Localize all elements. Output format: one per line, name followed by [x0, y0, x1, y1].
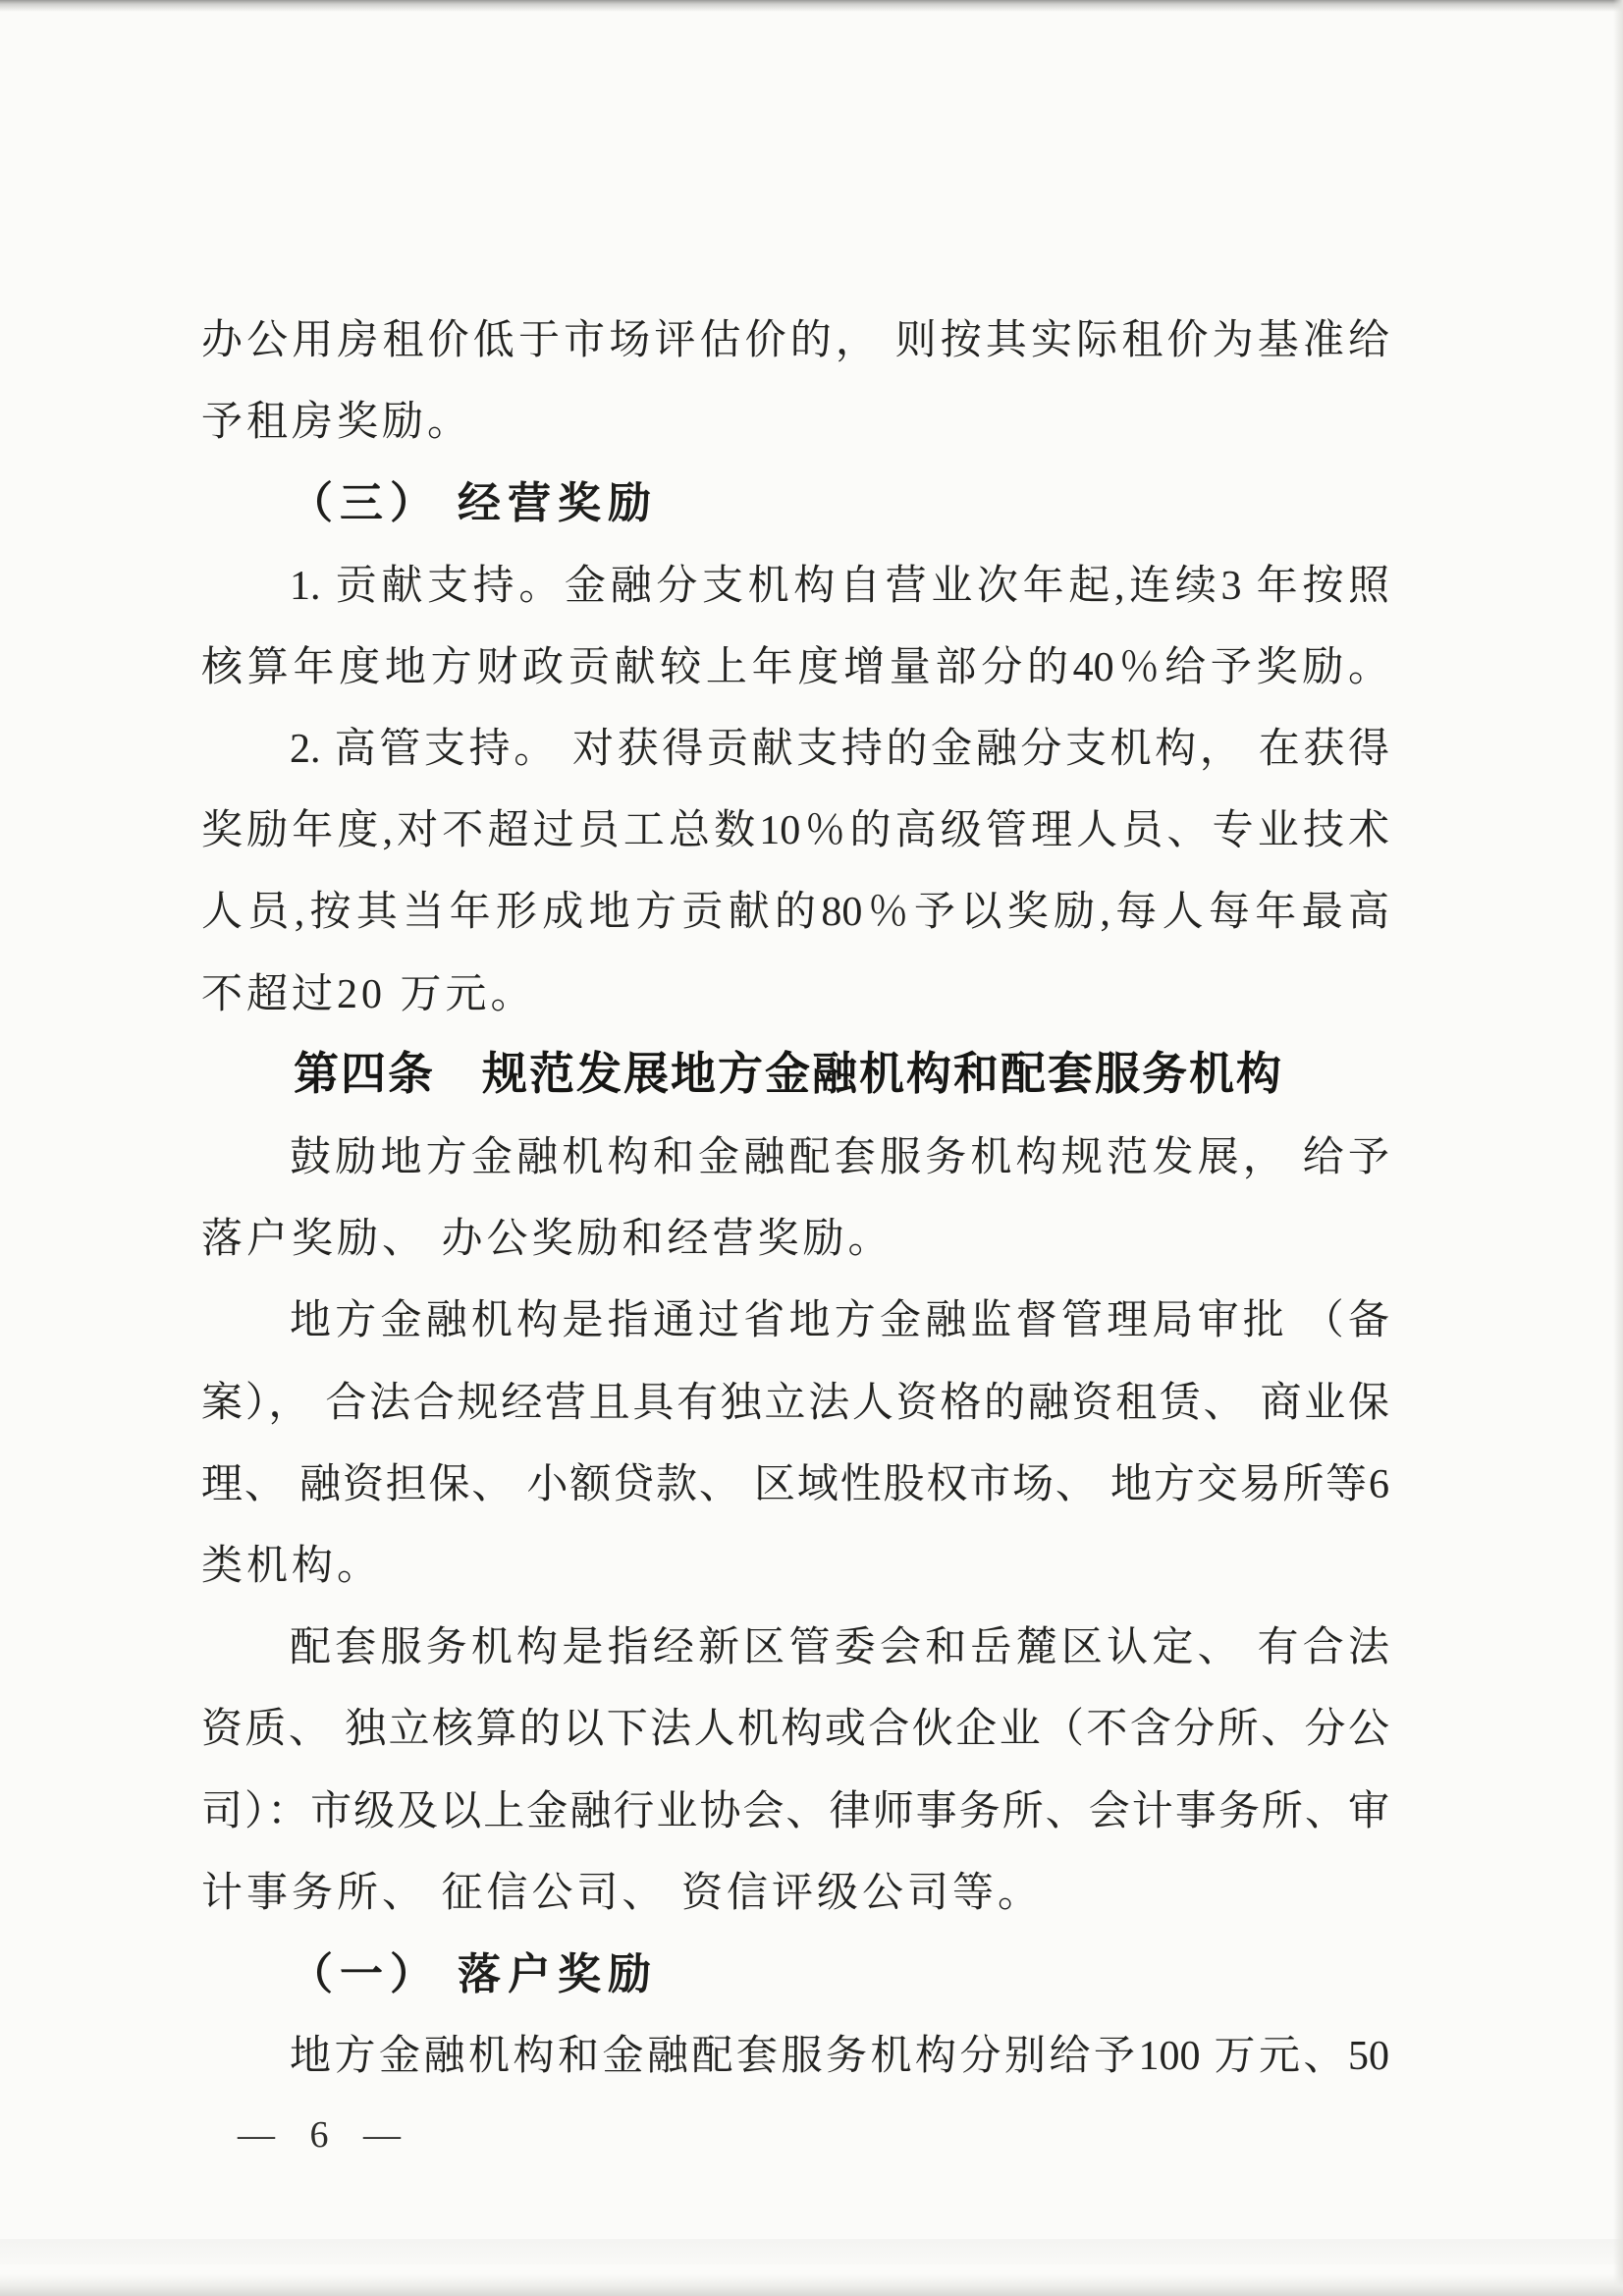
text-line: 核算年度地方财政贡献较上年度增量部分的40％给予奖励。 — [201, 645, 1389, 690]
text-line: 1. 贡献支持。金融分支机构自营业次年起,连续3 年按照 — [290, 564, 1389, 609]
text-line: 人员,按其当年形成地方贡献的80％予以奖励,每人每年最高 — [201, 890, 1389, 935]
text-line: 资质、 独立核算的以下法人机构或合伙企业（不含分所、分公 — [201, 1707, 1389, 1752]
text-line: 予租房奖励。 — [201, 400, 473, 445]
subsection-heading: （一） 落户奖励 — [290, 1950, 658, 1998]
scan-edge-right — [1613, 0, 1623, 2296]
text-line: 配套服务机构是指经新区管委会和岳麓区认定、 有合法 — [290, 1625, 1389, 1670]
article-heading: 第四条 规范发展地方金融机构和配套服务机构 — [294, 1048, 1283, 1099]
text-line: 案）， 合法合规经营且具有独立法人资格的融资租赁、 商业保 — [201, 1381, 1389, 1426]
text-line: 鼓励地方金融机构和金融配套服务机构规范发展， 给予 — [290, 1135, 1389, 1180]
text-line: 类机构。 — [201, 1544, 383, 1589]
text-line: 奖励年度,对不超过员工总数10％的高级管理人员、专业技术 — [201, 808, 1389, 853]
text-line: 不超过20 万元。 — [201, 972, 536, 1017]
text-line: 办公用房租价低于市场评估价的， 则按其实际租价为基准给 — [201, 318, 1389, 363]
text-line: 司）：市级及以上金融行业协会、律师事务所、会计事务所、审 — [201, 1789, 1389, 1834]
text-line: 落户奖励、 办公奖励和经营奖励。 — [201, 1217, 893, 1262]
text-line: 计事务所、 征信公司、 资信评级公司等。 — [201, 1871, 1044, 1916]
text-line: 地方金融机构和金融配套服务机构分别给予100 万元、50 — [290, 2034, 1389, 2079]
scan-edge-top — [0, 0, 1623, 12]
text-line: 理、 融资担保、 小额贷款、 区域性股权市场、 地方交易所等6 — [201, 1462, 1389, 1507]
scan-smudge — [0, 2239, 1623, 2265]
subsection-heading: （三） 经营奖励 — [290, 479, 658, 527]
text-line: 地方金融机构是指通过省地方金融监督管理局审批 （备 — [290, 1298, 1389, 1343]
scan-edge-bottom — [0, 2274, 1623, 2296]
text-line: 2. 高管支持。 对获得贡献支持的金融分支机构， 在获得 — [290, 727, 1389, 772]
page-number: — 6 — — [238, 2114, 406, 2156]
